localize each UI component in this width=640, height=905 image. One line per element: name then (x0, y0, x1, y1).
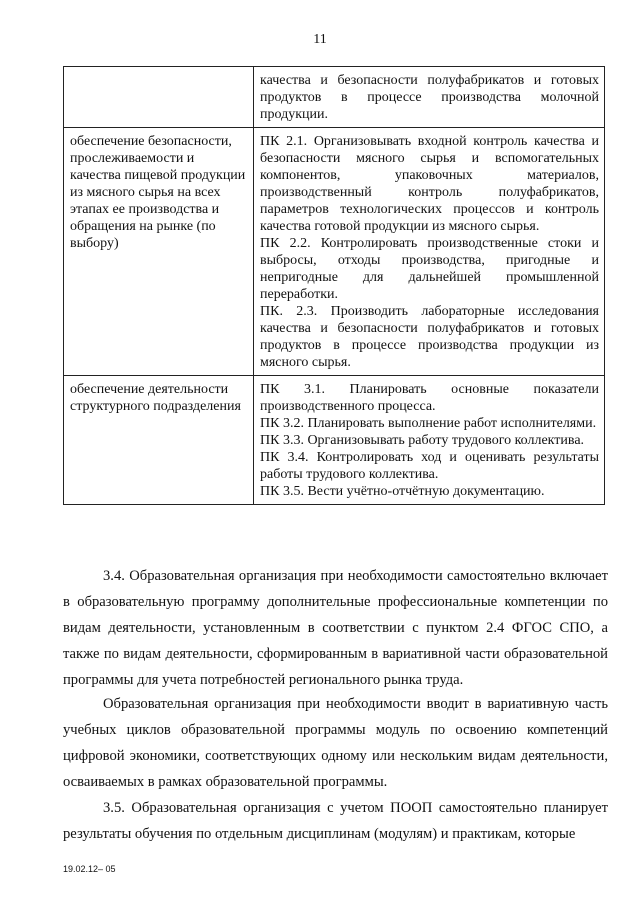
activity-cell (64, 67, 254, 128)
competency-item: качества и безопасности полуфабрикатов и готовых продуктов в процессе производства молочной продукции. (260, 73, 599, 122)
competency-item: ПК 2.1. Организовывать входной контроль качества и безопасности мясного сырья и вспомогательных компонентов, упаковочных материалов, производственный контроль полуфабрикатов, параметров технологических процессов и контроль качества готовой продукции из мясного сырья. (260, 134, 599, 234)
footer-code: 19.02.12– 05 (63, 864, 116, 874)
competency-item: ПК 3.2. Планировать выполнение работ исполнителями. (260, 416, 597, 431)
table-row (64, 128, 605, 376)
competencies-cell (254, 376, 605, 505)
table-row (64, 67, 605, 128)
activity-cell: обеспечение деятельности структурного подразделения (64, 376, 254, 505)
activity-cell: обеспечение безопасности, прослеживаемости и качества пищевой продукции из мясного сырья на всех этапах ее производства и обращения на рынке (по выбору) (64, 128, 254, 376)
competencies-table (63, 66, 605, 505)
paragraph-digital-economy: Образовательная организация при необходимости вводит в вариативную часть учебных циклов образовательной программы модуль по освоению компетенций цифровой экономики, соответствующих одному или нескольким видам деятельности, осваиваемых в рамках образовательной программы. (63, 696, 608, 790)
competency-item: ПК. 2.3. Производить лабораторные исследования качества и безопасности полуфабрикатов и готовых продуктов в процессе производства продукции из мясного сырья. (260, 304, 599, 370)
competency-item: ПК 3.1. Планировать основные показатели производственного процесса. (260, 382, 599, 414)
competency-item: ПК 3.4. Контролировать ход и оценивать результаты работы трудового коллектива. (260, 450, 599, 482)
competency-item: ПК 3.3. Организовывать работу трудового коллектива. (260, 433, 585, 448)
table-row (64, 376, 605, 505)
paragraph-3-5: 3.5. Образовательная организация с учетом ПООП самостоятельно планирует результаты обучения по отдельным дисциплинам (модулям) и практикам, которые (63, 800, 608, 842)
paragraph-3-4: 3.4. Образовательная организация при необходимости самостоятельно включает в образовательную программу дополнительные профессиональные компетенции по видам деятельности, установленным в соответствии с пунктом 2.4 ФГОС СПО, а также по видам деятельности, сформированным в вариативной части образовательной программы для учета потребностей регионального рынка труда. (63, 568, 608, 688)
competency-item: ПК 2.2. Контролировать производственные стоки и выбросы, отходы производства, пригодные и непригодные для дальнейшей промышленной переработки. (260, 236, 599, 302)
competency-item: ПК 3.5. Вести учётно-отчётную документацию. (260, 484, 545, 499)
competencies-cell (254, 128, 605, 376)
competencies-cell (254, 67, 605, 128)
page-number: 11 (313, 32, 327, 47)
